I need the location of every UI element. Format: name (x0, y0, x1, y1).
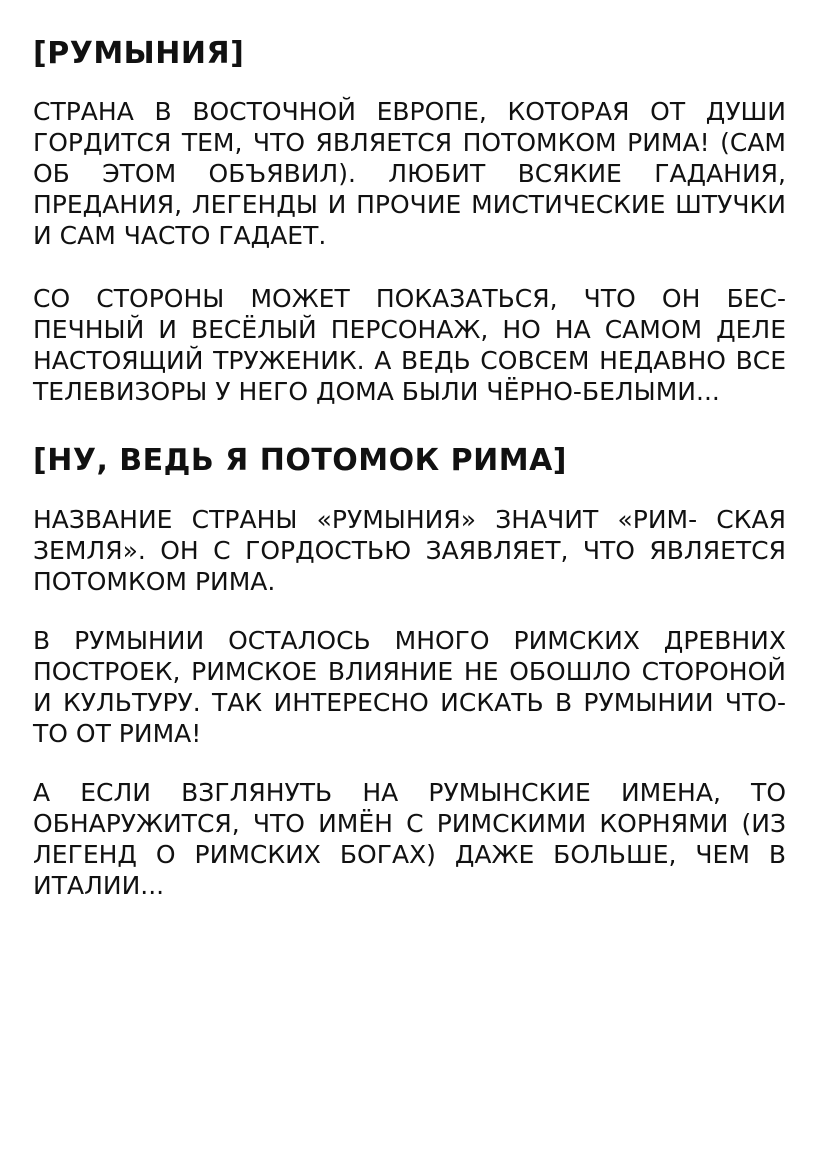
section-heading-romania: [РУМЫНИЯ] (33, 36, 245, 71)
paragraph-romania-character: СО СТОРОНЫ МОЖЕТ ПОКАЗАТЬСЯ, ЧТО ОН БЕС- ПЕЧНЫЙ И ВЕСЁЛЫЙ ПЕРСОНАЖ, НО НА САМОМ ДЕЛЕ НАСТОЯЩИЙ ТРУЖЕНИК. А ВЕДЬ СОВСЕМ НЕДАВНО ВСЕ ТЕЛЕВИЗОРЫ У НЕГО ДОМА БЫЛИ ЧЁРНО-БЕЛЫМИ... (33, 284, 786, 406)
paragraph-roman-buildings: В РУМЫНИИ ОСТАЛОСЬ МНОГО РИМСКИХ ДРЕВНИХ ПОСТРОЕК, РИМСКОЕ ВЛИЯНИЕ НЕ ОБОШЛО СТОРОНОЙ И КУЛЬТУРУ. ТАК ИНТЕРЕСНО ИСКАТЬ В РУМЫНИИ ЧТО-ТО ОТ РИМА! (33, 626, 786, 748)
paragraph-romanian-names: А ЕСЛИ ВЗГЛЯНУТЬ НА РУМЫНСКИЕ ИМЕНА, ТО ОБНАРУЖИТСЯ, ЧТО ИМЁН С РИМСКИМИ КОРНЯМИ (ИЗ ЛЕГЕНД О РИМСКИХ БОГАХ) ДАЖЕ БОЛЬШЕ, ЧЕМ В ИТАЛИИ... (33, 778, 786, 900)
paragraph-country-name: НАЗВАНИЕ СТРАНЫ «РУМЫНИЯ» ЗНАЧИТ «РИМ- СКАЯ ЗЕМЛЯ». ОН С ГОРДОСТЬЮ ЗАЯВЛЯЕТ, ЧТО ЯВЛЯЕТСЯ ПОТОМКОМ РИМА. (33, 505, 786, 596)
section-heading-descendant-of-rome: [НУ, ВЕДЬ Я ПОТОМОК РИМА] (33, 443, 567, 478)
paragraph-romania-intro: СТРАНА В ВОСТОЧНОЙ ЕВРОПЕ, КОТОРАЯ ОТ ДУШИ ГОРДИТСЯ ТЕМ, ЧТО ЯВЛЯЕТСЯ ПОТОМКОМ РИМА! (САМ ОБ ЭТОМ ОБЪЯВИЛ). ЛЮБИТ ВСЯКИЕ ГАДАНИЯ, ПРЕДАНИЯ, ЛЕГЕНДЫ И ПРОЧИЕ МИСТИЧЕСКИЕ ШТУЧКИ И САМ ЧАСТО ГАДАЕТ. (33, 97, 786, 250)
